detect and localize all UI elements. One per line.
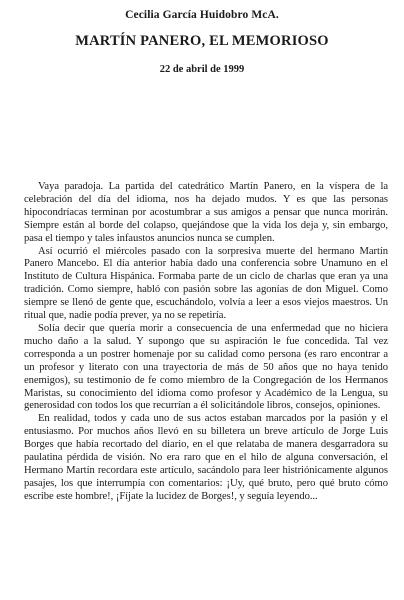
author-name: Cecilia García Huidobro McA. [125, 9, 279, 21]
paragraph: En realidad, todos y cada uno de sus actos estaban marcados por la pasión y el entusiasmo. Por muchos años llevó en su billetera un breve artículo de Jorge Luis Borges que había recortado del diario, en el que relataba de manera desgarradora su paulatina pérdida de visión. No era raro que en el hilo de alguna conversación, el Hermano Martín recordara este artículo, sacándolo para leer histriónicamente algunos pasajes, los que interrumpía con comentarios: ¡Uy, qué bruto, pero qué bruto cómo escribe este hombre!, ¡Fíjate la lucidez de Borges!, y seguía leyendo... [24, 413, 388, 502]
article-title: MARTÍN PANERO, EL MEMORIOSO [75, 33, 329, 49]
paragraph: Vaya paradoja. La partida del catedrático Martín Panero, en la víspera de la celebración del día del idioma, nos ha dejado mudos. Y es que las personas hipocondríacas terminan por acostumbrar a sus amigos a pensar que nunca morirán. Siempre están al borde del colapso, quejándose que la vida los deja y, sin embargo, pasa el tiempo y tales infaustos anuncios nunca se cumplen. [24, 181, 388, 244]
article-date: 22 de abril de 1999 [159, 64, 245, 75]
article-body [24, 181, 388, 504]
paragraph: Solía decir que quería morir a consecuencia de una enfermedad que no hiciera mucho daño a la salud. Y supongo que su aspiración le fue concedida. Tal vez corresponda a un postrer homenaje por su calidad como persona (es raro encontrar a un profesor y literato con una trayectoria de más de 50 años que no haya tenido enemigos), su testimonio de fe como miembro de la Congregación de los Hermanos Maristas, su conocimiento del idioma como profesor y Académico de la Lengua, su generosidad con todos los que recurrían a él solicitándole libros, consejos, opiniones. [24, 322, 388, 412]
paragraph: Así ocurrió el miércoles pasado con la sorpresiva muerte del hermano Martín Panero Mancebo. El día anterior había dado una conferencia sobre Unamuno en el Instituto de Cultura Hispánica. Formaba parte de un ciclo de charlas que eran ya una tradición. Como siempre, habló con pasión sobre las agonías de don Miguel. Como siempre se llenó de gente que, escuchándolo, volvía a leer a esos viejos maestros. Un ritual que, nadie podía prever, ya no se repetiría. [24, 245, 388, 322]
